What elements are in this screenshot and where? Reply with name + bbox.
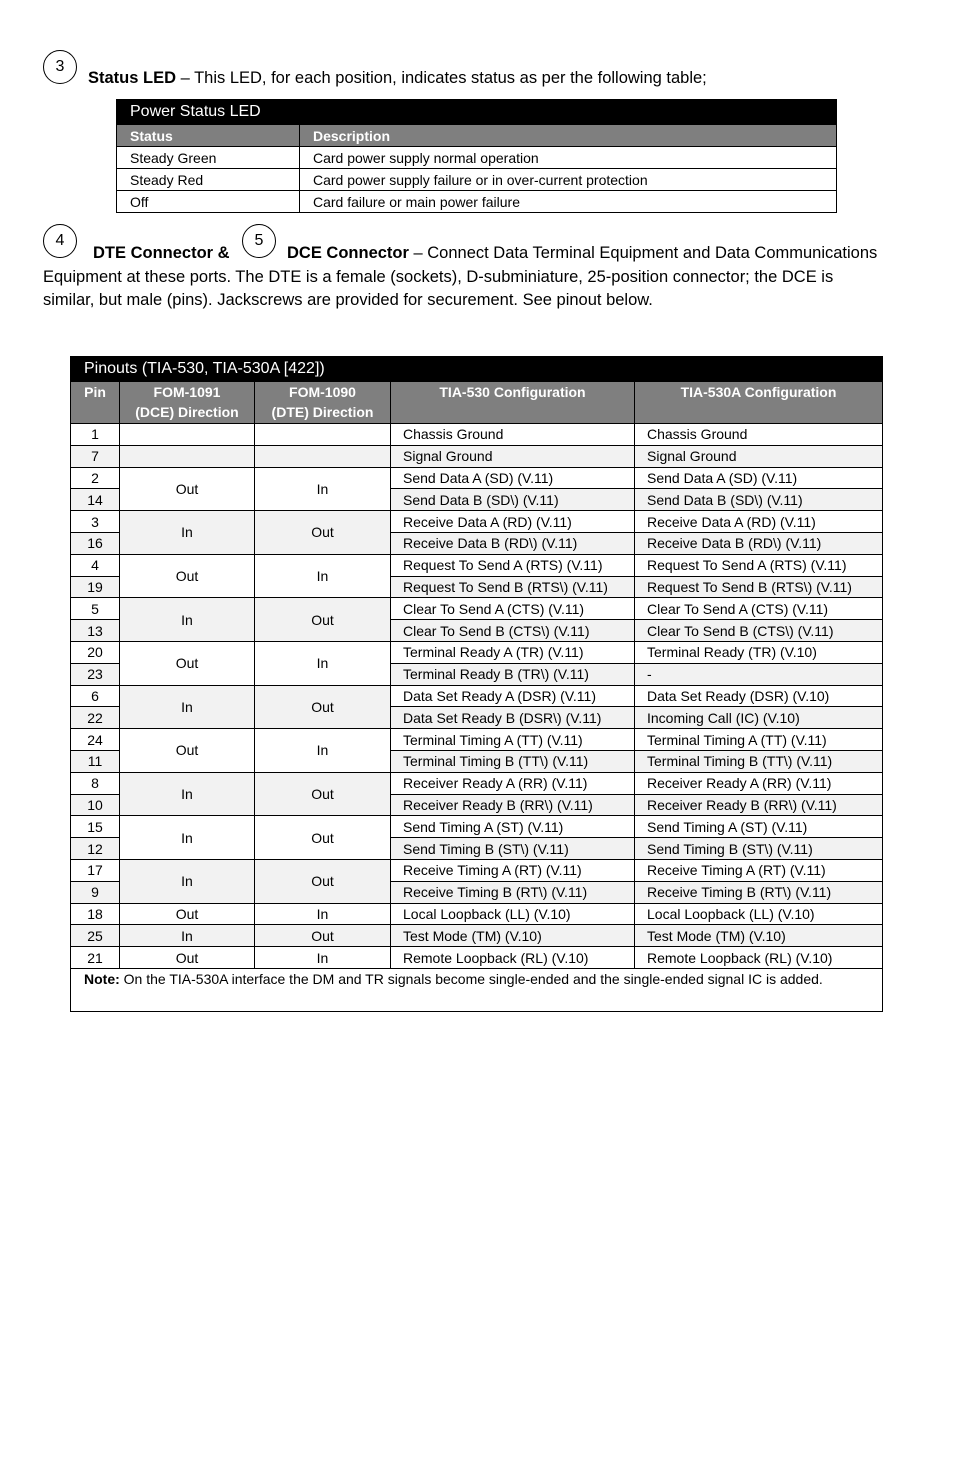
led-row — [117, 147, 837, 169]
pin-number: 11 — [71, 750, 120, 772]
led-description: Card failure or main power failure — [300, 191, 837, 213]
dte-direction: Out — [255, 511, 391, 555]
table-row — [71, 511, 883, 533]
tia530a-signal: Receiver Ready B (RR\) (V.11) — [635, 794, 883, 816]
pin-number: 14 — [71, 489, 120, 511]
tia530-signal: Chassis Ground — [391, 424, 635, 446]
tia530a-signal: Send Data B (SD\) (V.11) — [635, 489, 883, 511]
status-led-title: Status LED — [88, 69, 177, 87]
tia530-signal: Terminal Timing B (TT\) (V.11) — [391, 750, 635, 772]
tia530a-signal: Send Timing A (ST) (V.11) — [635, 816, 883, 838]
table-row — [71, 467, 883, 489]
tia530a-signal: Chassis Ground — [635, 424, 883, 446]
tia530-signal: Receiver Ready A (RR) (V.11) — [391, 772, 635, 794]
table-row — [71, 729, 883, 751]
connector-text-line2: Equipment at these ports. The DTE is a female (sockets), D-subminiature, 25-position connector; the DCE is — [43, 268, 834, 286]
dce-direction: Out — [120, 729, 255, 773]
dte-direction: Out — [255, 859, 391, 903]
table-row — [71, 816, 883, 838]
dce-direction: Out — [120, 467, 255, 511]
table-row — [71, 685, 883, 707]
dce-direction: Out — [120, 947, 255, 969]
led-status: Steady Green — [117, 147, 300, 169]
pin-number: 24 — [71, 729, 120, 751]
tia530a-signal: Receiver Ready A (RR) (V.11) — [635, 772, 883, 794]
pinout-caption: Pinouts (TIA-530, TIA-530A [422]) — [71, 357, 883, 382]
table-row — [71, 772, 883, 794]
tia530-signal: Send Data A (SD) (V.11) — [391, 467, 635, 489]
tia530-signal: Receive Data A (RD) (V.11) — [391, 511, 635, 533]
tia530a-signal: - — [635, 663, 883, 685]
dce-title-line — [287, 242, 877, 266]
callout-5: 5 — [242, 224, 276, 258]
dte-direction: Out — [255, 925, 391, 947]
pin-number: 25 — [71, 925, 120, 947]
table-row — [71, 641, 883, 663]
pin-number: 9 — [71, 881, 120, 903]
pin-number: 10 — [71, 794, 120, 816]
pin-number: 4 — [71, 554, 120, 576]
tia530a-signal: Clear To Send A (CTS) (V.11) — [635, 598, 883, 620]
table-row — [71, 859, 883, 881]
connector-text-line3: similar, but male (pins). Jackscrews are provided for securement. See pinout below. — [43, 291, 653, 309]
tia530-signal: Receive Timing A (RT) (V.11) — [391, 859, 635, 881]
tia530-signal: Send Timing A (ST) (V.11) — [391, 816, 635, 838]
header-fom1090-line2: (DTE) Direction — [271, 404, 374, 420]
dce-direction: In — [120, 816, 255, 860]
dte-direction: In — [255, 641, 391, 685]
led-description: Card power supply failure or in over-current protection — [300, 169, 837, 191]
tia530-signal: Data Set Ready A (DSR) (V.11) — [391, 685, 635, 707]
dte-direction: Out — [255, 772, 391, 816]
tia530a-signal: Terminal Timing A (TT) (V.11) — [635, 729, 883, 751]
callout-3: 3 — [43, 50, 77, 84]
table-row — [71, 598, 883, 620]
header-fom1090-line1: FOM-1090 — [289, 384, 356, 400]
pin-number: 15 — [71, 816, 120, 838]
tia530a-signal: Send Data A (SD) (V.11) — [635, 467, 883, 489]
header-tia530a: TIA-530A Configuration — [635, 382, 883, 424]
pin-number: 13 — [71, 620, 120, 642]
pin-number: 1 — [71, 424, 120, 446]
tia530-signal: Terminal Ready B (TR\) (V.11) — [391, 663, 635, 685]
callout-4: 4 — [43, 224, 77, 258]
header-fom1091-line1: FOM-1091 — [153, 384, 221, 400]
led-row — [117, 191, 837, 213]
pin-number: 22 — [71, 707, 120, 729]
tia530a-signal: Receive Timing A (RT) (V.11) — [635, 859, 883, 881]
dce-direction: Out — [120, 903, 255, 925]
dte-direction: In — [255, 903, 391, 925]
tia530-signal: Terminal Timing A (TT) (V.11) — [391, 729, 635, 751]
dte-direction: In — [255, 554, 391, 598]
pin-number: 19 — [71, 576, 120, 598]
tia530a-signal: Local Loopback (LL) (V.10) — [635, 903, 883, 925]
pin-number: 6 — [71, 685, 120, 707]
dce-direction: In — [120, 511, 255, 555]
tia530a-signal: Receive Data B (RD\) (V.11) — [635, 532, 883, 554]
dte-direction: Out — [255, 598, 391, 642]
dce-direction — [120, 424, 255, 446]
led-status: Off — [117, 191, 300, 213]
tia530a-signal: Test Mode (TM) (V.10) — [635, 925, 883, 947]
tia530-signal: Send Timing B (ST\) (V.11) — [391, 838, 635, 860]
dte-direction: In — [255, 729, 391, 773]
dce-direction: In — [120, 598, 255, 642]
pin-number: 12 — [71, 838, 120, 860]
tia530a-signal: Receive Timing B (RT\) (V.11) — [635, 881, 883, 903]
header-fom1091-line2: (DCE) Direction — [135, 404, 239, 420]
led-table-caption: Power Status LED — [117, 100, 837, 125]
tia530a-signal: Send Timing B (ST\) (V.11) — [635, 838, 883, 860]
pin-number: 5 — [71, 598, 120, 620]
dte-direction: In — [255, 467, 391, 511]
dte-direction: Out — [255, 685, 391, 729]
tia530-signal: Receive Timing B (RT\) (V.11) — [391, 881, 635, 903]
header-fom1091 — [120, 382, 255, 424]
dce-direction: In — [120, 772, 255, 816]
dce-direction: In — [120, 685, 255, 729]
pin-number: 8 — [71, 772, 120, 794]
table-row — [71, 445, 883, 467]
tia530-signal: Receiver Ready B (RR\) (V.11) — [391, 794, 635, 816]
tia530-signal: Terminal Ready A (TR) (V.11) — [391, 641, 635, 663]
header-pin: Pin — [71, 382, 120, 424]
tia530-signal: Data Set Ready B (DSR\) (V.11) — [391, 707, 635, 729]
dce-direction: In — [120, 925, 255, 947]
led-description: Card power supply normal operation — [300, 147, 837, 169]
pin-number: 7 — [71, 445, 120, 467]
led-header-description: Description — [300, 125, 837, 147]
led-row — [117, 169, 837, 191]
table-row — [71, 947, 883, 969]
tia530-signal: Request To Send A (RTS) (V.11) — [391, 554, 635, 576]
pin-number: 17 — [71, 859, 120, 881]
power-status-led-table — [116, 99, 837, 213]
tia530-signal: Local Loopback (LL) (V.10) — [391, 903, 635, 925]
tia530-signal: Receive Data B (RD\) (V.11) — [391, 532, 635, 554]
note-label: Note: — [84, 970, 120, 987]
pinout-table — [70, 356, 883, 1012]
led-status: Steady Red — [117, 169, 300, 191]
tia530a-signal: Receive Data A (RD) (V.11) — [635, 511, 883, 533]
dte-direction — [255, 445, 391, 467]
table-row — [71, 903, 883, 925]
tia530a-signal: Request To Send A (RTS) (V.11) — [635, 554, 883, 576]
dce-direction: Out — [120, 641, 255, 685]
pin-number: 3 — [71, 511, 120, 533]
pin-number: 18 — [71, 903, 120, 925]
table-row — [71, 424, 883, 446]
header-fom1090 — [255, 382, 391, 424]
header-tia530: TIA-530 Configuration — [391, 382, 635, 424]
dce-direction — [120, 445, 255, 467]
status-led-paragraph — [88, 67, 707, 91]
tia530a-signal: Terminal Timing B (TT\) (V.11) — [635, 750, 883, 772]
dce-direction: In — [120, 859, 255, 903]
tia530-signal: Request To Send B (RTS\) (V.11) — [391, 576, 635, 598]
pin-number: 23 — [71, 663, 120, 685]
note-text: On the TIA-530A interface the DM and TR signals become single-ended and the single-ended signal IC is added. — [119, 970, 823, 987]
table-row — [71, 925, 883, 947]
pinout-note — [71, 968, 883, 1011]
dce-connector-title: DCE Connector — [287, 244, 409, 262]
tia530a-signal: Clear To Send B (CTS\) (V.11) — [635, 620, 883, 642]
tia530-signal: Test Mode (TM) (V.10) — [391, 925, 635, 947]
tia530a-signal: Request To Send B (RTS\) (V.11) — [635, 576, 883, 598]
tia530a-signal: Signal Ground — [635, 445, 883, 467]
dte-direction — [255, 424, 391, 446]
tia530-signal: Remote Loopback (RL) (V.10) — [391, 947, 635, 969]
pin-number: 2 — [71, 467, 120, 489]
tia530-signal: Send Data B (SD\) (V.11) — [391, 489, 635, 511]
dce-direction: Out — [120, 554, 255, 598]
pin-number: 16 — [71, 532, 120, 554]
tia530a-signal: Terminal Ready (TR) (V.10) — [635, 641, 883, 663]
pin-number: 21 — [71, 947, 120, 969]
table-row — [71, 554, 883, 576]
tia530-signal: Signal Ground — [391, 445, 635, 467]
tia530-signal: Clear To Send B (CTS\) (V.11) — [391, 620, 635, 642]
dte-direction: Out — [255, 816, 391, 860]
dte-title-line — [93, 242, 230, 266]
tia530a-signal: Incoming Call (IC) (V.10) — [635, 707, 883, 729]
tia530a-signal: Remote Loopback (RL) (V.10) — [635, 947, 883, 969]
dte-direction: In — [255, 947, 391, 969]
tia530-signal: Clear To Send A (CTS) (V.11) — [391, 598, 635, 620]
dte-connector-title: DTE Connector & — [93, 244, 230, 262]
pin-number: 20 — [71, 641, 120, 663]
tia530a-signal: Data Set Ready (DSR) (V.10) — [635, 685, 883, 707]
connector-text-line1: – Connect Data Terminal Equipment and Data Communications — [408, 244, 878, 262]
status-led-text: – This LED, for each position, indicates status as per the following table; — [176, 69, 707, 87]
led-header-status: Status — [117, 125, 300, 147]
